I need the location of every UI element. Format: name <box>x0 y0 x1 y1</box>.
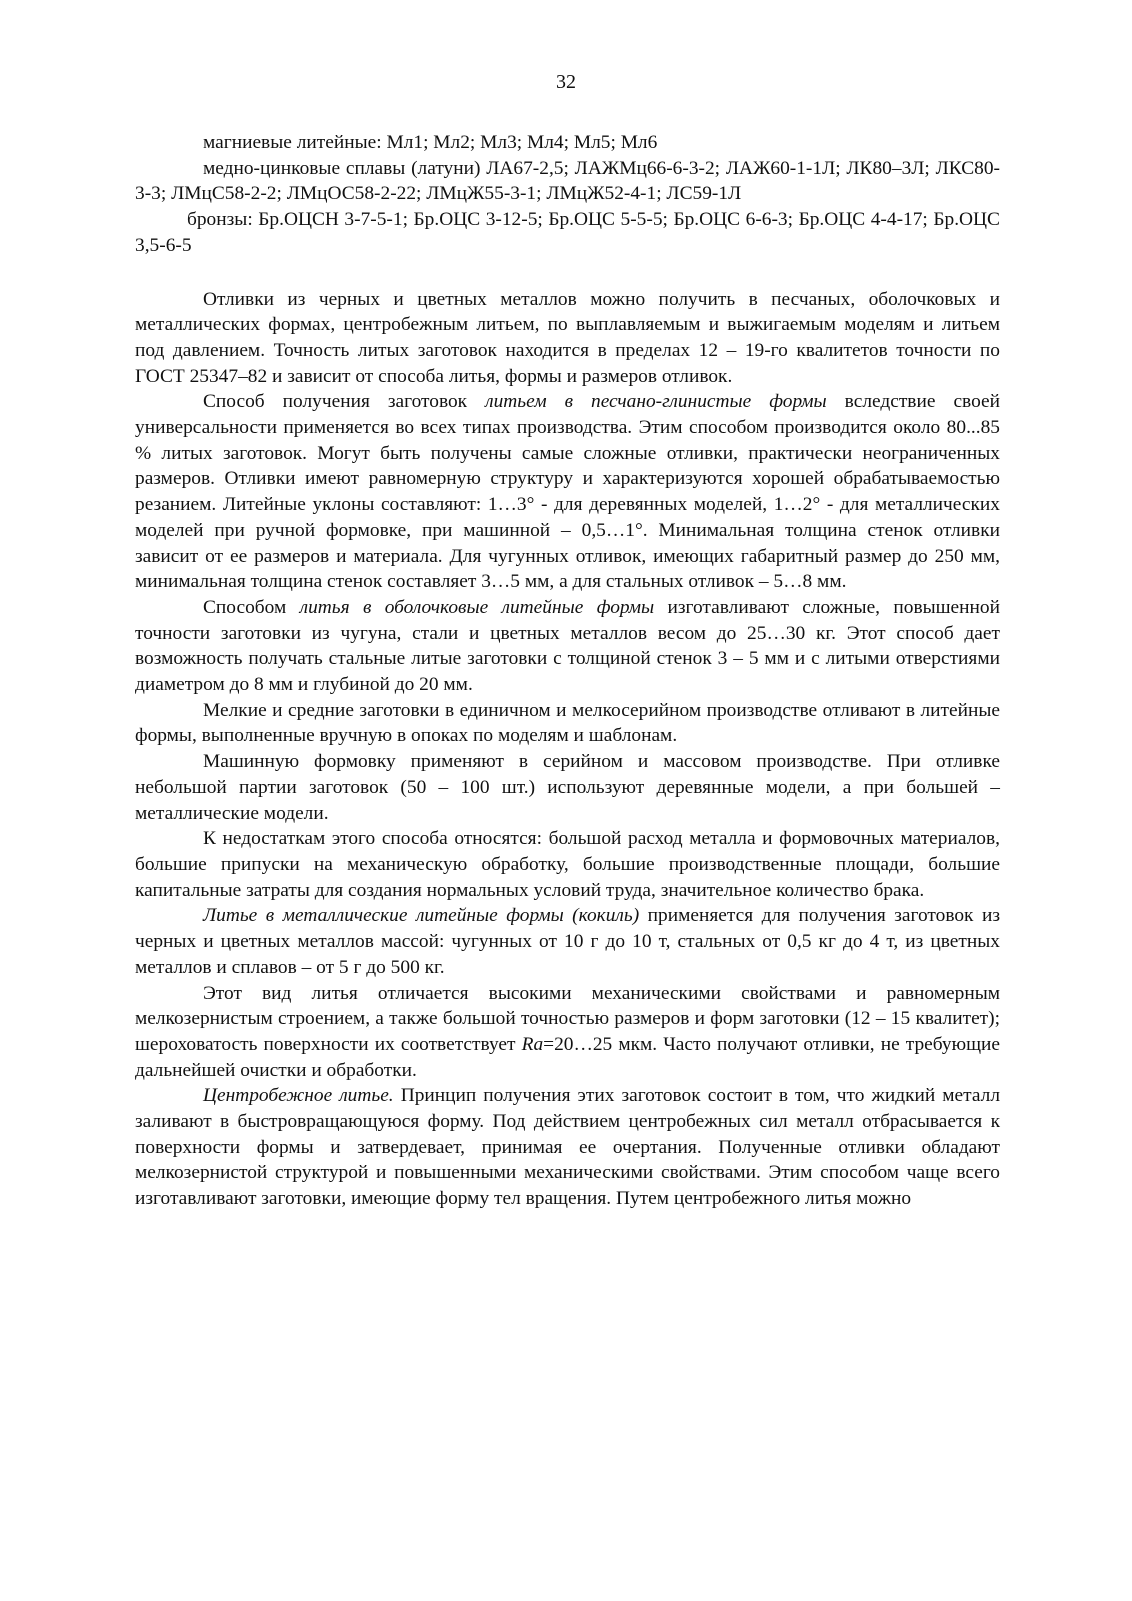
paragraph-gap <box>135 259 1000 287</box>
page-number: 32 <box>556 71 576 93</box>
paragraph-shell-mold-casting: Способом литья в оболочковые литейные формы изготавливают сложные, повышенной точности заготовки из чугуна, стали и цветных металлов весом до 25…30 кг. Этот способ дает возможность получать стальные литые заготовки с толщиной стенок 3 – 5 мм и с литыми отверстиями диаметром до 8 мм и глубиной до 20 мм. <box>135 596 1000 696</box>
page-content <box>135 130 1000 1212</box>
paragraph-chill-casting: Литье в металлические литейные формы (кокиль) применяется для получения заготовок из черных и цветных металлов массой: чугунных от 10 г до 10 т, стальных от 0,5 кг до 4 т, из цветных металлов и сплавов – от 5 г до 500 кг. <box>135 905 1000 978</box>
term-chill-casting: Литье в металлические литейные формы (кокиль) <box>203 905 640 927</box>
term-shell-mold-casting: литья в оболочковые литейные формы <box>299 596 655 618</box>
term-centrifugal-casting: Центробежное литье. <box>203 1085 394 1107</box>
paragraph-machine-molding: Машинную формовку применяют в серийном и массовом производстве. При отливке небольшой партии заготовок (50 – 100 шт.) используют деревянные модели, а при большей – металлические модели. <box>135 751 1000 824</box>
paragraph-chill-casting-properties: Этот вид литья отличается высокими механическими свойствами и равномерным мелкозернистым строением, а также большой точностью размеров и форм заготовки (12 – 15 квалитет); шероховатость поверхности их соответствует Ra=20…25 мкм. Часто получают отливки, не требующие дальнейшей очистки и обработки. <box>135 982 1000 1081</box>
alloy-list-bronze: бронзы: Бр.ОЦСН 3-7-5-1; Бр.ОЦС 3-12-5; Бр.ОЦС 5-5-5; Бр.ОЦС 6-6-3; Бр.ОЦС 4-4-17; Бр.ОЦС 3,5-6-5 <box>135 209 1000 256</box>
paragraph-casting-methods: Отливки из черных и цветных металлов можно получить в песчаных, оболочковых и металлических формах, центробежным литьем, по выплавляемым и выжигаемым моделям и литьем под давлением. Точность литых заготовок находится в пределах 12 – 19-го квалитетов точности по ГОСТ 25347–82 и зависит от способа литья, формы и размеров отливок. <box>135 288 1000 387</box>
paragraph-sand-casting: Способ получения заготовок литьем в песчано-глинистые формы вследствие своей универсальности применяется во всех типах производства. Этим способом производится около 80...85 % литых заготовок. Могут быть получены самые сложные отливки, практически неограниченных размеров. Отливки имеют равномерную структуру и характеризуются хорошей обрабатываемостью резанием. Литейные уклоны составляют: 1…3° - для деревянных моделей, 1…2° - для металлических моделей при ручной формовке, при машинной – 0,5…1°. Минимальная толщина стенок отливки зависит от ее размеров и материала. Для чугунных отливок, имеющих габаритный размер до 250 мм, минимальная толщина стенок составляет 3…5 мм, а для стальных отливок – 5…8 мм. <box>135 391 1000 593</box>
paragraph-disadvantages: К недостаткам этого способа относятся: большой расход металла и формовочных материалов, большие припуски на механическую обработку, большие производственные площади, большие капитальные затраты для создания нормальных условий труда, значительное количество брака. <box>135 828 1000 901</box>
paragraph-centrifugal-casting: Центробежное литье. Принцип получения этих заготовок состоит в том, что жидкий металл заливают в быстровращающуюся форму. Под действием центробежных сил металл отбрасывается к поверхности формы и затвердевает, принимая ее очертания. Полученные отливки обладают мелкозернистой структурой и повышенными механическими свойствами. Этим способом чаще всего изготавливают заготовки, имеющие форму тел вращения. Путем центробежного литья можно <box>135 1085 1000 1210</box>
term-sand-casting: литьем в песчано-глинистые формы <box>485 391 827 413</box>
paragraph-small-parts: Мелкие и средние заготовки в единичном и мелкосерийном производстве отливают в литейные формы, выполненные вручную в опоках по моделям и шаблонам. <box>135 699 1000 747</box>
alloy-list-brass: медно-цинковые сплавы (латуни) ЛА67-2,5; ЛАЖМц66-6-3-2; ЛАЖ60-1-1Л; ЛК80–3Л; ЛКС80-3-3; ЛМцС58-2-2; ЛМцОС58-2-22; ЛМцЖ55-3-1; ЛМцЖ52-4-1; ЛС59-1Л <box>135 157 1000 205</box>
term-roughness-ra: Ra <box>521 1033 544 1055</box>
alloy-list-magnesium: магниевые литейные: Мл1; Мл2; Мл3; Мл4; Мл5; Мл6 <box>203 132 658 153</box>
